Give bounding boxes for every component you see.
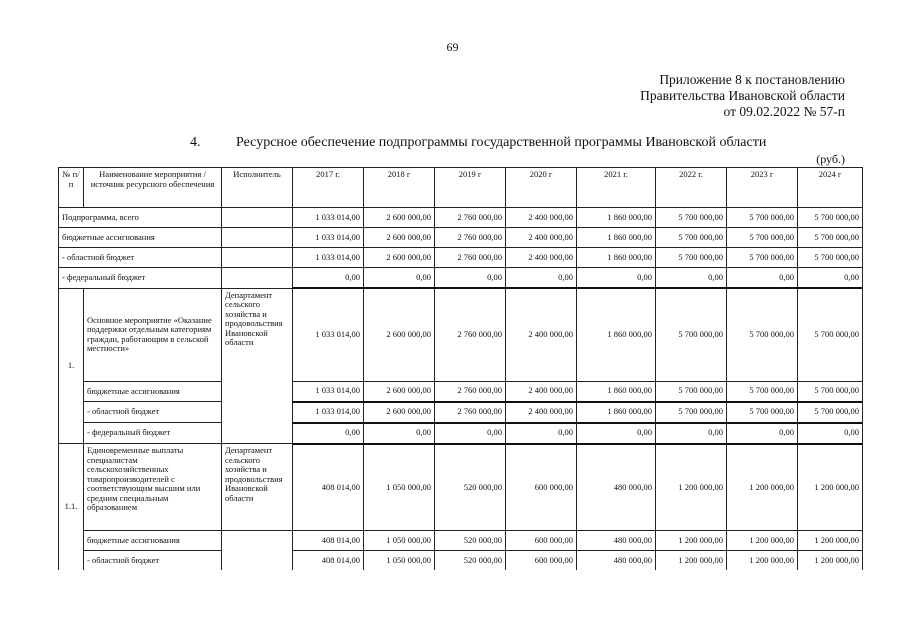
table-header-row xyxy=(59,168,863,208)
value-cell: 5 700 000,00 xyxy=(727,381,798,402)
value-cell: 1 200 000,00 xyxy=(656,444,727,531)
value-cell: 5 700 000,00 xyxy=(727,402,798,423)
value-cell: 2 760 000,00 xyxy=(435,248,506,268)
executor-cell xyxy=(222,248,293,268)
executor-cell xyxy=(222,208,293,228)
value-cell: 0,00 xyxy=(435,423,506,444)
row-label: Подпрограмма, всего xyxy=(59,208,222,228)
value-cell: 1 050 000,00 xyxy=(364,531,435,551)
measure-name: Основное мероприятие «Оказание поддержки отдельным категориям граждан, работающим в сельской местности» xyxy=(84,288,222,381)
section-title: Ресурсное обеспечение подпрограммы государственной программы Ивановской области xyxy=(236,135,767,150)
value-cell: 5 700 000,00 xyxy=(798,402,863,423)
value-cell: 5 700 000,00 xyxy=(656,248,727,268)
appendix-line-3: от 09.02.2022 № 57-п xyxy=(723,104,845,119)
executor-cell xyxy=(222,531,293,571)
value-cell: 2 600 000,00 xyxy=(364,248,435,268)
header-num: № п/п xyxy=(59,168,84,208)
value-cell: 0,00 xyxy=(364,268,435,289)
value-cell: 0,00 xyxy=(798,423,863,444)
value-cell: 1 050 000,00 xyxy=(364,444,435,531)
value-cell: 0,00 xyxy=(656,423,727,444)
table-row xyxy=(59,288,863,381)
value-cell: 408 014,00 xyxy=(293,444,364,531)
executor-cell xyxy=(222,228,293,248)
header-year: 2023 г xyxy=(727,168,798,208)
row-label: - областной бюджет xyxy=(59,248,222,268)
value-cell: 1 033 014,00 xyxy=(293,288,364,381)
value-cell: 5 700 000,00 xyxy=(798,248,863,268)
table-row xyxy=(59,248,863,268)
value-cell: 5 700 000,00 xyxy=(727,208,798,228)
value-cell: 2 400 000,00 xyxy=(506,381,577,402)
value-cell: 520 000,00 xyxy=(435,551,506,571)
value-cell: 0,00 xyxy=(798,268,863,289)
value-cell: 0,00 xyxy=(293,268,364,289)
value-cell: 600 000,00 xyxy=(506,531,577,551)
table-row xyxy=(59,208,863,228)
measure-executor: Департамент сельского хозяйства и продовольствия Ивановской области xyxy=(222,288,293,444)
value-cell: 0,00 xyxy=(506,268,577,289)
value-cell: 1 860 000,00 xyxy=(577,381,656,402)
value-cell: 5 700 000,00 xyxy=(727,228,798,248)
table-row xyxy=(59,268,863,289)
value-cell: 408 014,00 xyxy=(293,551,364,571)
resource-table xyxy=(58,167,863,570)
value-cell: 1 200 000,00 xyxy=(727,551,798,571)
value-cell: 1 200 000,00 xyxy=(727,531,798,551)
header-year: 2024 г xyxy=(798,168,863,208)
value-cell: 0,00 xyxy=(727,268,798,289)
value-cell: 480 000,00 xyxy=(577,531,656,551)
value-cell: 2 400 000,00 xyxy=(506,208,577,228)
value-cell: 480 000,00 xyxy=(577,444,656,531)
header-year: 2019 г xyxy=(435,168,506,208)
table-row xyxy=(59,531,863,551)
row-label: - федеральный бюджет xyxy=(84,423,222,444)
appendix-line-1: Приложение 8 к постановлению xyxy=(659,72,845,87)
value-cell: 1 200 000,00 xyxy=(727,444,798,531)
value-cell: 5 700 000,00 xyxy=(656,288,727,381)
section-heading xyxy=(190,135,766,151)
value-cell: 0,00 xyxy=(656,268,727,289)
value-cell: 1 200 000,00 xyxy=(656,531,727,551)
header-year: 2021 г. xyxy=(577,168,656,208)
value-cell: 2 760 000,00 xyxy=(435,381,506,402)
value-cell: 408 014,00 xyxy=(293,531,364,551)
value-cell: 1 033 014,00 xyxy=(293,248,364,268)
value-cell: 5 700 000,00 xyxy=(656,381,727,402)
value-cell: 1 200 000,00 xyxy=(798,551,863,571)
value-cell: 2 600 000,00 xyxy=(364,228,435,248)
value-cell: 0,00 xyxy=(727,423,798,444)
row-label: - областной бюджет xyxy=(84,402,222,423)
header-year: 2020 г xyxy=(506,168,577,208)
table-row xyxy=(59,381,863,402)
appendix-note xyxy=(640,72,845,120)
row-label: бюджетные ассигнования xyxy=(84,381,222,402)
value-cell: 5 700 000,00 xyxy=(656,208,727,228)
measure-name: Единовременные выплаты специалистам сельскохозяйственных товаропроизводителей с соответствующим высшим или средним специальным образованием xyxy=(84,444,222,531)
value-cell: 5 700 000,00 xyxy=(656,228,727,248)
value-cell: 2 400 000,00 xyxy=(506,248,577,268)
header-name: Наименование мероприятия / источник ресурсного обеспечения xyxy=(84,168,222,208)
row-number: 1. xyxy=(59,288,84,444)
value-cell: 2 760 000,00 xyxy=(435,228,506,248)
value-cell: 1 033 014,00 xyxy=(293,381,364,402)
value-cell: 600 000,00 xyxy=(506,551,577,571)
table-row xyxy=(59,444,863,531)
value-cell: 2 760 000,00 xyxy=(435,208,506,228)
measure-executor: Департамент сельского хозяйства и продовольствия Ивановской области xyxy=(222,444,293,531)
value-cell: 0,00 xyxy=(435,268,506,289)
value-cell: 5 700 000,00 xyxy=(798,228,863,248)
executor-cell xyxy=(222,268,293,289)
row-label: бюджетные ассигнования xyxy=(59,228,222,248)
value-cell: 2 600 000,00 xyxy=(364,381,435,402)
value-cell: 0,00 xyxy=(506,423,577,444)
value-cell: 2 400 000,00 xyxy=(506,402,577,423)
value-cell: 1 033 014,00 xyxy=(293,228,364,248)
table-row xyxy=(59,402,863,423)
value-cell: 520 000,00 xyxy=(435,444,506,531)
value-cell: 5 700 000,00 xyxy=(798,288,863,381)
value-cell: 1 860 000,00 xyxy=(577,228,656,248)
value-cell: 5 700 000,00 xyxy=(727,248,798,268)
table-row xyxy=(59,423,863,444)
table-row xyxy=(59,551,863,571)
value-cell: 2 600 000,00 xyxy=(364,208,435,228)
row-label: - областной бюджет xyxy=(84,551,222,571)
header-executor: Исполнитель xyxy=(222,168,293,208)
row-label: бюджетные ассигнования xyxy=(84,531,222,551)
table-row xyxy=(59,228,863,248)
value-cell: 2 760 000,00 xyxy=(435,288,506,381)
row-label: - федеральный бюджет xyxy=(59,268,222,289)
header-year: 2022 г. xyxy=(656,168,727,208)
value-cell: 480 000,00 xyxy=(577,551,656,571)
value-cell: 0,00 xyxy=(577,268,656,289)
value-cell: 2 400 000,00 xyxy=(506,288,577,381)
value-cell: 520 000,00 xyxy=(435,531,506,551)
header-year: 2017 г. xyxy=(293,168,364,208)
value-cell: 1 033 014,00 xyxy=(293,208,364,228)
value-cell: 1 200 000,00 xyxy=(656,551,727,571)
value-cell: 1 860 000,00 xyxy=(577,248,656,268)
value-cell: 5 700 000,00 xyxy=(727,288,798,381)
value-cell: 0,00 xyxy=(364,423,435,444)
value-cell: 2 760 000,00 xyxy=(435,402,506,423)
value-cell: 0,00 xyxy=(577,423,656,444)
header-year: 2018 г xyxy=(364,168,435,208)
value-cell: 2 600 000,00 xyxy=(364,288,435,381)
value-cell: 600 000,00 xyxy=(506,444,577,531)
appendix-line-2: Правительства Ивановской области xyxy=(640,88,845,103)
value-cell: 1 860 000,00 xyxy=(577,288,656,381)
value-cell: 1 860 000,00 xyxy=(577,208,656,228)
value-cell: 1 200 000,00 xyxy=(798,444,863,531)
value-cell: 2 400 000,00 xyxy=(506,228,577,248)
value-cell: 2 600 000,00 xyxy=(364,402,435,423)
page-number: 69 xyxy=(446,40,459,54)
value-cell: 5 700 000,00 xyxy=(656,402,727,423)
value-cell: 1 860 000,00 xyxy=(577,402,656,423)
currency-unit: (руб.) xyxy=(816,152,845,166)
value-cell: 5 700 000,00 xyxy=(798,208,863,228)
value-cell: 1 050 000,00 xyxy=(364,551,435,571)
value-cell: 5 700 000,00 xyxy=(798,381,863,402)
value-cell: 1 033 014,00 xyxy=(293,402,364,423)
section-number: 4. xyxy=(190,135,201,150)
value-cell: 1 200 000,00 xyxy=(798,531,863,551)
value-cell: 0,00 xyxy=(293,423,364,444)
row-number: 1.1. xyxy=(59,444,84,571)
